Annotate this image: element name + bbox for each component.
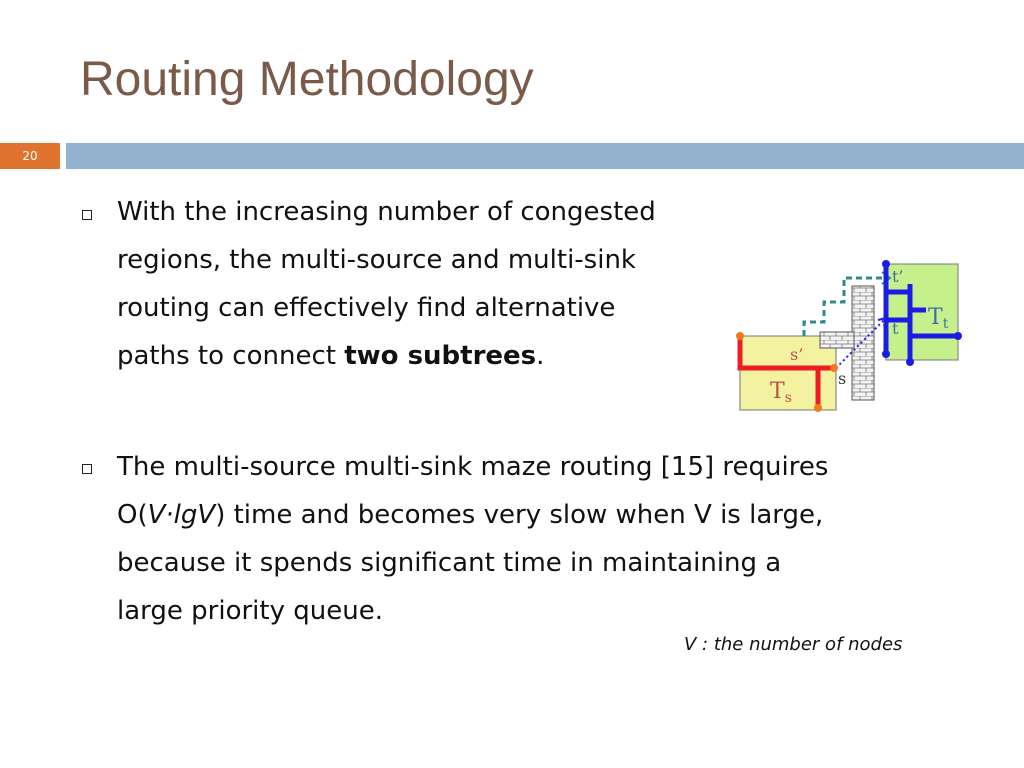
slide-title: Routing Methodology (80, 53, 534, 106)
header-bar (66, 143, 1024, 169)
bullet-1-line-3: routing can effectively find alternative (117, 293, 616, 323)
bullet-1-line-4-suffix: . (536, 341, 545, 371)
bullet-square-icon (82, 464, 92, 474)
source-node (736, 332, 744, 340)
bullet-2-line-1: The multi-source multi-sink maze routing [15] requires (117, 452, 829, 482)
label-t: t (892, 319, 899, 338)
source-node (814, 404, 822, 412)
bullet-1-text (117, 188, 656, 380)
label-tree-t-sub: t (942, 316, 949, 332)
bullet-1-line-1: With the increasing number of congested (117, 197, 656, 227)
complexity-formula: V·lgV (147, 500, 216, 530)
label-tree-s-main: T (770, 379, 785, 404)
label-t-prime: t’ (892, 267, 904, 286)
source-node (830, 364, 838, 372)
sink-node (906, 358, 914, 366)
bullet-2-line-4: large priority queue. (117, 596, 383, 626)
footnote: V : the number of nodes (684, 634, 903, 655)
sink-node (882, 350, 890, 358)
bullet-2-text (117, 443, 828, 635)
sink-node (882, 260, 890, 268)
page-number: 20 (0, 143, 60, 169)
bullet-2-line-2-prefix: O( (117, 500, 148, 530)
bullet-1-line-4 (117, 332, 656, 380)
obstacle-block (820, 332, 854, 348)
label-s-prime: s’ (790, 345, 804, 364)
label-tree-s-sub: s (784, 390, 792, 406)
label-s: s (838, 369, 847, 388)
sink-node (954, 332, 962, 340)
bullet-square-icon (82, 210, 92, 220)
obstacle-wall (852, 286, 874, 400)
label-tree-t-main: T (928, 305, 943, 330)
bullet-2-line-2-suffix: ) time and becomes very slow when V is large, (215, 500, 824, 530)
bullet-2-line-3: because it spends significant time in maintaining a (117, 548, 782, 578)
bullet-1-bold-text: two subtrees (344, 341, 537, 371)
bullet-2-line-2 (117, 491, 828, 539)
routing-diagram (734, 260, 966, 416)
bullet-1-line-4-prefix: paths to connect (117, 341, 345, 371)
bullet-1-line-2: regions, the multi-source and multi-sink (117, 245, 636, 275)
